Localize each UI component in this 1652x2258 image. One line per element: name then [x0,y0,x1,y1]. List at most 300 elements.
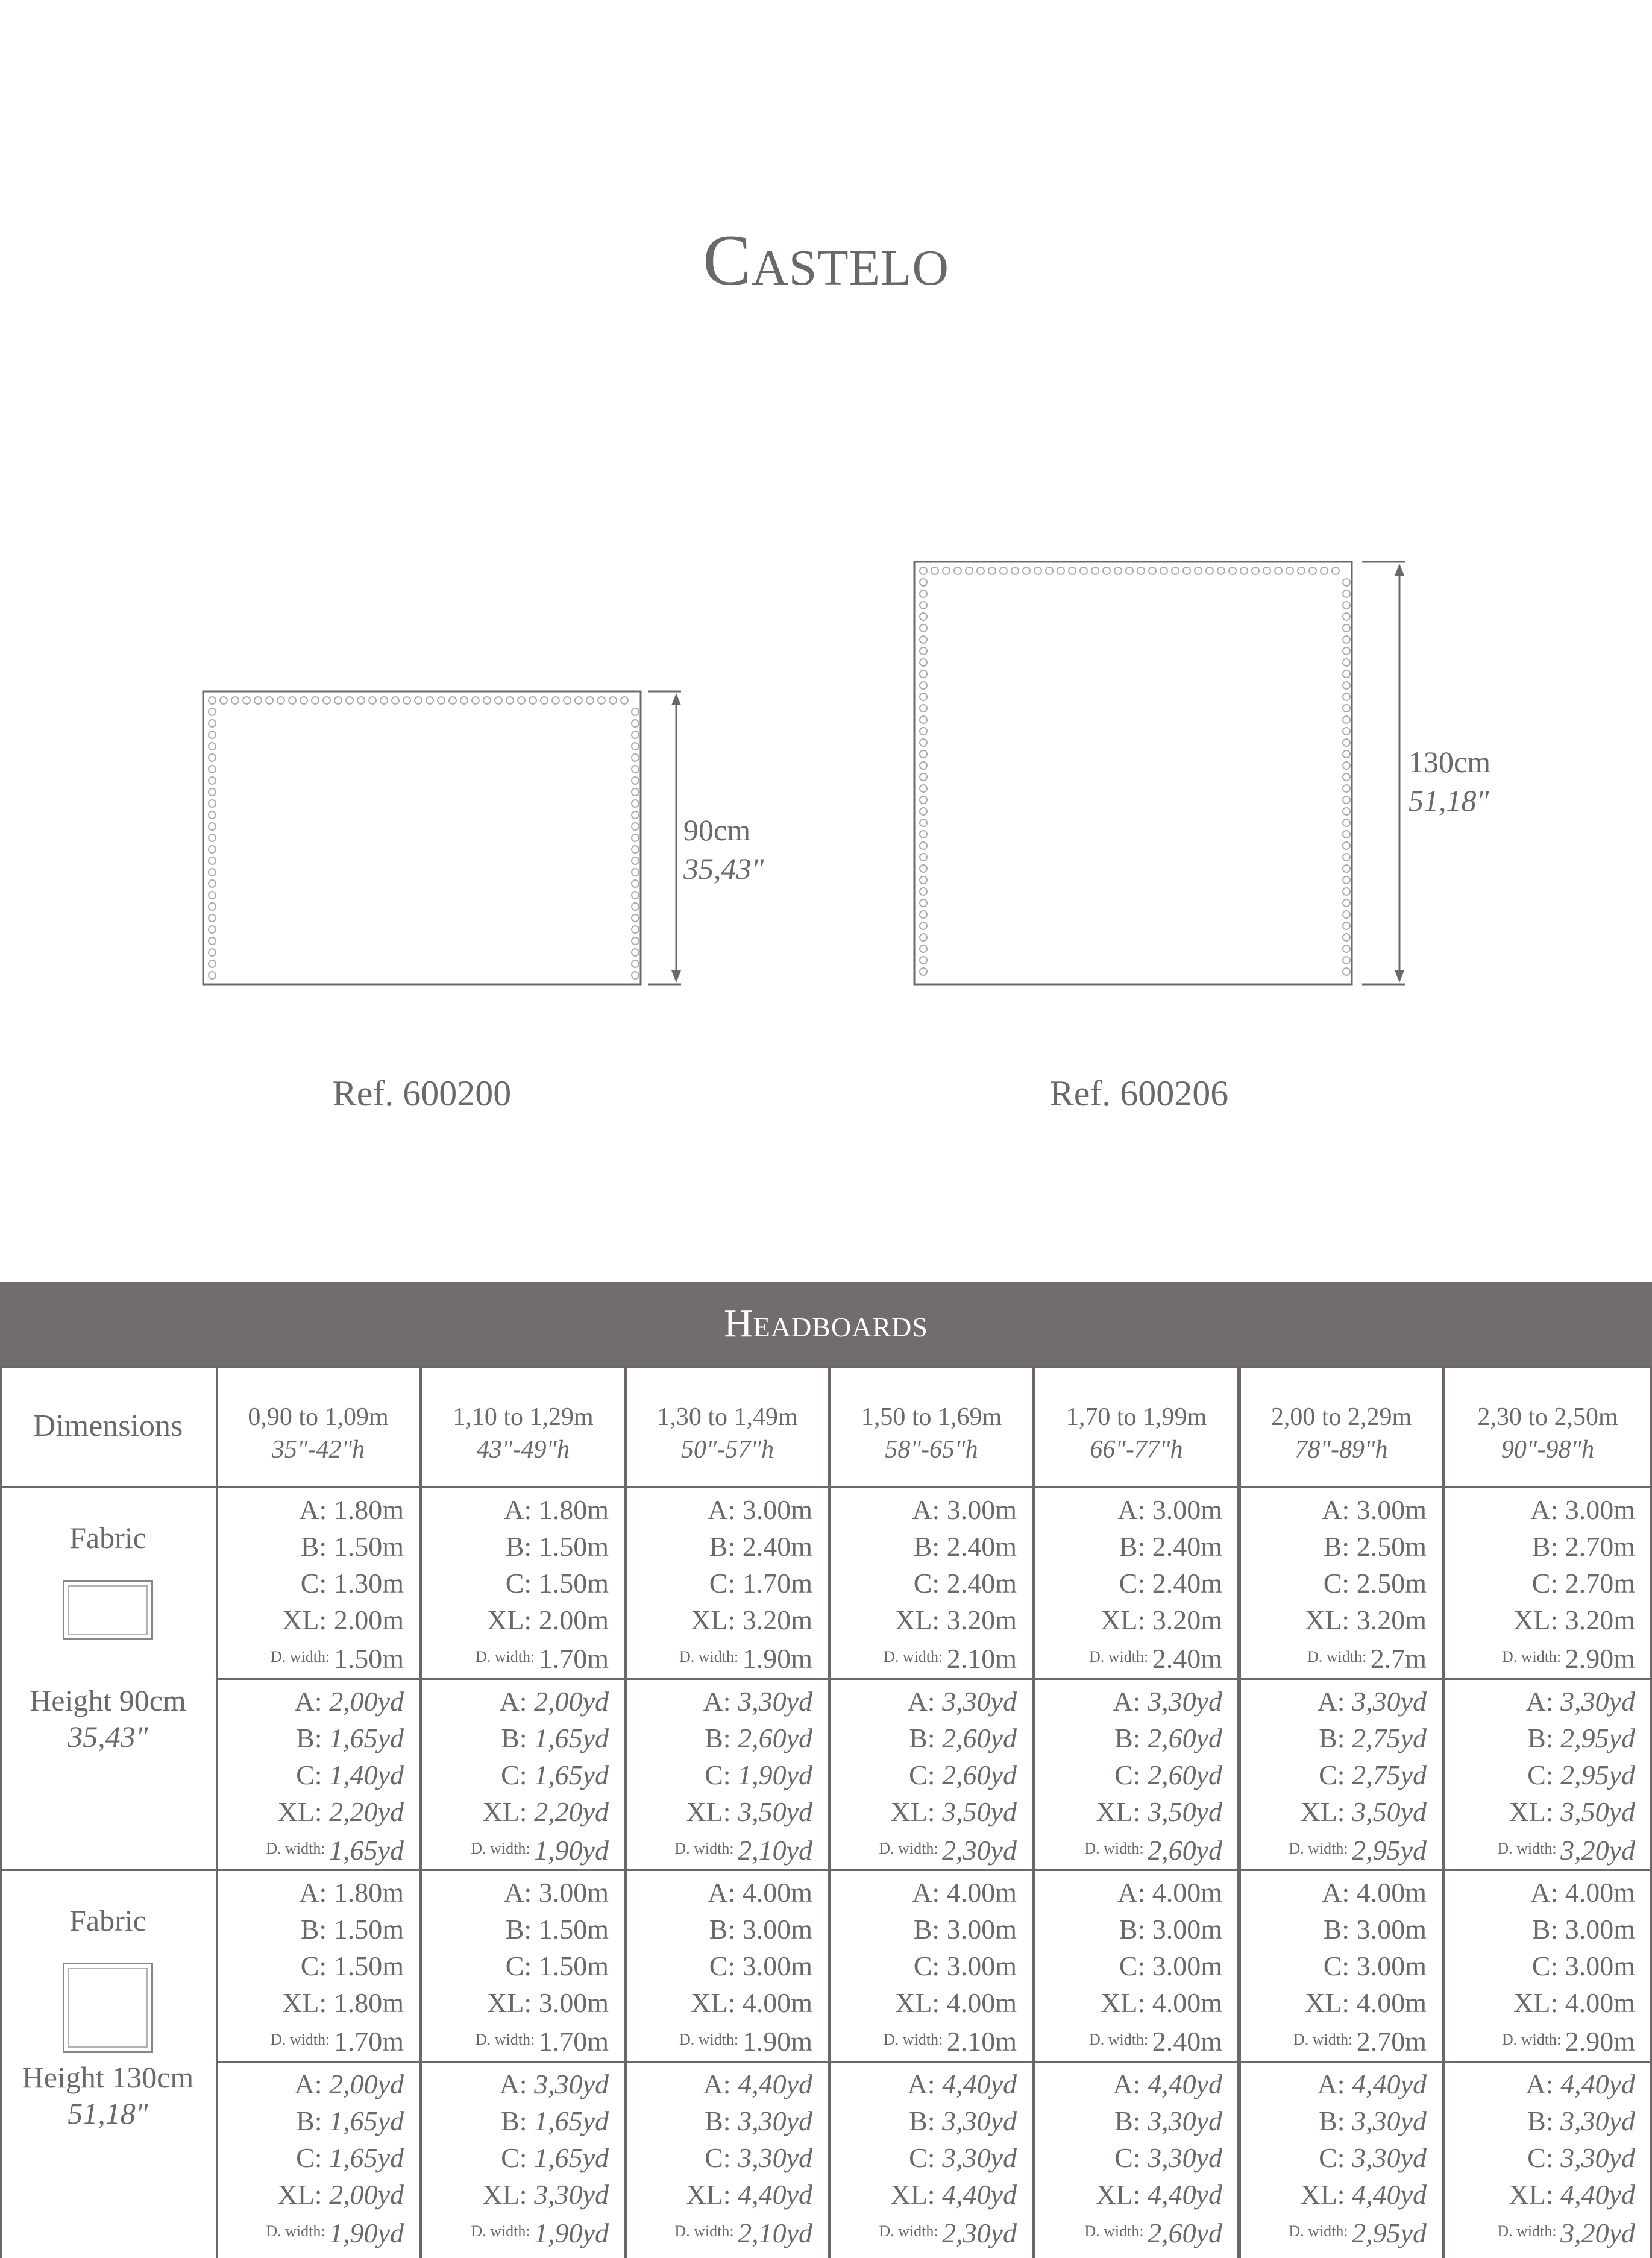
value-label: C: [1114,1760,1148,1790]
value-line-dw [216,2021,404,2060]
height-label-600200 [683,811,764,888]
range-metric: 1,10 to 1,29m [453,1403,594,1431]
value: 2.10m [946,1643,1017,1674]
value-line-a [626,1683,812,1720]
value-label: A: [708,1494,743,1525]
value: 3,30yd [942,2105,1017,2136]
metric-values [1239,1491,1427,1677]
value-label: XL: [277,1796,330,1827]
value-label: A: [912,1494,947,1525]
value-line-xl [1239,1793,1427,1830]
value-line-xl [216,2176,404,2213]
value: 1.70m [538,2026,609,2057]
value-label: XL: [895,1605,947,1635]
value: 1,65yd [534,2142,609,2173]
value-label: D. width: [1289,2222,1352,2240]
value-label: XL: [282,1987,334,2018]
value-label: D. width: [471,2222,535,2240]
value-label: C: [1531,1951,1565,1981]
value-label: D. width: [471,1840,535,1857]
value: 2.00m [538,1605,609,1635]
value-label: C: [1119,1568,1152,1599]
value-label: D. width: [1293,2031,1357,2048]
value: 2,95yd [1560,1723,1635,1753]
value: 1.50m [538,1568,609,1599]
value: 3.20m [1565,1605,1635,1635]
value-line-xl [1239,2176,1427,2213]
value-line-dw [829,2213,1017,2251]
value: 3.00m [742,1494,812,1525]
value-line-dw [1239,1638,1427,1677]
value-label: A: [1113,2069,1148,2099]
value-line-b [1443,1911,1635,1948]
value: 2,30yd [942,1835,1017,1866]
value-label: D. width: [679,1648,743,1665]
imperial-values [421,2066,609,2251]
value-label: B: [1319,1723,1352,1753]
value: 3,50yd [1352,1796,1427,1827]
value-line-dw [829,1830,1017,1869]
table-grid [0,1366,1652,2258]
value: 1.70m [538,1643,609,1674]
value-line-a [216,2066,404,2102]
value-line-xl [1443,2176,1635,2213]
value-line-a [421,2066,609,2102]
value-line-a [1443,1683,1635,1720]
value-line-c [216,1948,404,1984]
value: 3,20yd [1560,2218,1635,2248]
value-line-a [1443,1874,1635,1911]
value-label: XL: [1096,2179,1148,2210]
value-label: D. width: [1497,2222,1561,2240]
value: 4,40yd [738,2069,812,2099]
value-label: B: [300,1914,334,1945]
value-label: A: [504,1494,539,1525]
value-line-dw [1443,1638,1635,1677]
value: 1,40yd [329,1760,404,1790]
metric-values [829,1491,1017,1677]
value-line-xl [829,1984,1017,2021]
value-label: D. width: [266,2222,330,2240]
value-line-xl [421,1984,609,2021]
value: 1.70m [742,1568,812,1599]
value-line-a [1239,1683,1427,1720]
value-label: C: [913,1568,947,1599]
value-line-dw [829,2021,1017,2060]
value: 1.70m [333,2026,404,2057]
value-line-a [829,1683,1017,1720]
value: 3,50yd [1560,1796,1635,1827]
value-line-b [626,2102,812,2139]
headboard-diagram-600200 [199,687,699,989]
value: 3.00m [1356,1951,1427,1981]
value-label: D. width: [270,1648,334,1665]
value-label: B: [501,2105,535,2136]
value-label: B: [1323,1531,1357,1562]
value-line-xl [1034,1793,1222,1830]
value-line-dw [1034,1638,1222,1677]
height-in: 51,18" [1409,784,1489,817]
value: 1.80m [333,1877,404,1908]
value-line-c [1034,1756,1222,1793]
value: 2,95yd [1352,1835,1427,1866]
value: 3.00m [538,1877,609,1908]
value-label: A: [703,2069,738,2099]
value: 3,30yd [534,2179,609,2210]
value-label: A: [1525,2069,1561,2099]
value: 4,40yd [942,2179,1017,2210]
value: 1.50m [333,1643,404,1674]
range-metric: 0,90 to 1,09m [248,1403,389,1431]
value-label: B: [296,1723,330,1753]
value-line-xl [1443,1602,1635,1638]
height-cm: 130cm [1409,745,1491,779]
value-line-a [421,1491,609,1528]
range-inches: 35"-42"h [271,1436,365,1464]
value-label: XL: [1101,1987,1152,2018]
value-label: C: [1323,1951,1357,1981]
value: 2.90m [1565,1643,1635,1674]
value: 4.00m [1152,1877,1222,1908]
height-cm: 90cm [683,813,751,847]
value: 2.40m [1152,1531,1222,1562]
value: 3.00m [1565,1951,1635,1981]
value: 4,40yd [1352,2179,1427,2210]
value: 3,30yd [1148,1686,1222,1717]
value-line-xl [1034,1984,1222,2021]
value-line-b [216,1720,404,1756]
value-label: XL: [487,1605,539,1635]
value-line-b [216,2102,404,2139]
value-label: A: [1322,1877,1357,1908]
value-label: D. width: [1084,1840,1148,1857]
imperial-values [1034,1683,1222,1869]
value-line-b [626,1720,812,1756]
value: 2.40m [946,1531,1017,1562]
value-label: D. width: [1088,2031,1152,2048]
value-line-c [829,1565,1017,1602]
value-line-dw [421,2021,609,2060]
value: 4,40yd [942,2069,1017,2099]
value: 2.40m [1152,1643,1222,1674]
value-line-c [1239,1565,1427,1602]
value-line-dw [626,1638,812,1677]
value-label: XL: [1300,1796,1352,1827]
value-line-dw [626,1830,812,1869]
value: 2,10yd [738,1835,812,1866]
value-label: C: [909,2142,943,2173]
metric-values [1239,1874,1427,2060]
value-line-xl [421,1602,609,1638]
value-line-dw [421,2213,609,2251]
value: 4.00m [1356,1987,1427,2018]
value-label: XL: [691,1605,743,1635]
headboards-table [0,1282,1652,2258]
value: 2.40m [1152,2026,1222,2057]
value-label: A: [1525,1686,1561,1717]
value-line-c [626,1756,812,1793]
value-line-xl [1034,2176,1222,2213]
size-range [626,1401,829,1466]
value-line-a [1034,2066,1222,2102]
value: 2,60yd [738,1723,812,1753]
value-label: C: [505,1951,539,1981]
value-line-a [1034,1874,1222,1911]
value-line-xl [626,1602,812,1638]
height-cm: Height 90cm [30,1684,186,1717]
value: 3.00m [946,1951,1017,1981]
range-inches: 78"-89"h [1295,1436,1388,1464]
value-line-b [1239,1911,1427,1948]
value: 2,75yd [1352,1760,1427,1790]
value: 3.00m [1565,1494,1635,1525]
value-line-b [1239,1720,1427,1756]
value-label: A: [499,1686,535,1717]
value-label: B: [709,1531,743,1562]
value-line-b [626,1911,812,1948]
value: 3.00m [946,1914,1017,1945]
value-label: B: [505,1531,539,1562]
value-label: D. width: [1307,1648,1371,1665]
value-line-b [626,1528,812,1565]
value-line-xl [829,1602,1017,1638]
size-range [829,1401,1034,1466]
value-label: D. width: [1497,1840,1561,1857]
value: 1,90yd [534,2218,609,2248]
value-label: B: [913,1531,947,1562]
value: 1,65yd [329,1723,404,1753]
value-line-b [1443,1720,1635,1756]
value: 2.10m [946,2026,1017,2057]
size-range [1034,1401,1239,1466]
value-label: XL: [691,1987,743,2018]
value: 4.00m [946,1987,1017,2018]
value: 3.00m [1152,1951,1222,1981]
value-label: B: [501,1723,535,1753]
value-label: D. width: [679,2031,743,2048]
height-cm: Height 130cm [22,2060,194,2094]
value-label: A: [1113,1686,1148,1717]
value: 1.50m [538,1951,609,1981]
value: 3.00m [1356,1914,1427,1945]
value-line-b [1443,2102,1635,2139]
value: 2,00yd [534,1686,609,1717]
value-label: D. width: [1289,1840,1352,1857]
value: 3.00m [742,1951,812,1981]
value-label: B: [1114,2105,1148,2136]
headboard-90-icon [63,1580,153,1640]
value-line-a [829,1874,1017,1911]
value: 3,30yd [534,2069,609,2099]
value-line-c [1443,1756,1635,1793]
value-line-a [626,1874,812,1911]
value-label: D. width: [1501,1648,1565,1665]
value-label: C: [1323,1568,1357,1599]
value-line-a [1034,1491,1222,1528]
value: 2,10yd [738,2218,812,2248]
value: 1,65yd [534,1760,609,1790]
value-line-c [421,1948,609,1984]
range-metric: 1,70 to 1,99m [1066,1403,1207,1431]
metric-values [1443,1874,1635,2060]
value-label: C: [501,1760,535,1790]
value-label: XL: [1305,1987,1357,2018]
value: 4.00m [742,1987,812,2018]
value-label: D. width: [879,1840,943,1857]
value-line-dw [1034,2021,1222,2060]
value-line-c [626,2139,812,2176]
value-label: XL: [686,2179,738,2210]
value-line-dw [1239,1830,1427,1869]
value-label: XL: [277,2179,330,2210]
range-inches: 58"-65"h [885,1436,978,1464]
value-line-a [1034,1683,1222,1720]
value-label: B: [1527,2105,1561,2136]
value-line-dw [626,2021,812,2060]
value-label: XL: [686,1796,738,1827]
value-label: C: [501,2142,535,2173]
value-line-c [1443,1565,1635,1602]
value-label: C: [913,1951,947,1981]
value-line-dw [1034,1830,1222,1869]
value-line-c [829,1756,1017,1793]
value-line-b [216,1911,404,1948]
value-line-a [626,2066,812,2102]
value: 1.80m [333,1494,404,1525]
value-label: A: [294,2069,330,2099]
value-label: A: [1117,1877,1152,1908]
value-label: C: [300,1951,334,1981]
value-label: A: [912,1877,947,1908]
value-line-c [829,1948,1017,1984]
value: 3,30yd [738,2142,812,2173]
value-line-b [1239,1528,1427,1565]
value: 2,60yd [1148,1835,1222,1866]
value-label: B: [1319,2105,1352,2136]
value: 3.20m [1152,1605,1222,1635]
imperial-values [216,1683,404,1869]
value: 4,40yd [1148,2069,1222,2099]
value: 2,00yd [329,2069,404,2099]
value-label: XL: [1513,1987,1565,2018]
value-label: B: [1119,1914,1152,1945]
value: 4.00m [946,1877,1017,1908]
value-label: B: [1531,1531,1565,1562]
value: 4.00m [1152,1987,1222,2018]
value-label: A: [499,2069,535,2099]
imperial-values [1239,1683,1427,1869]
value: 1.50m [538,1531,609,1562]
value-label: XL: [1096,1796,1148,1827]
value-label: XL: [482,1796,535,1827]
value: 3.00m [742,1914,812,1945]
value-label: A: [299,1877,334,1908]
value-line-b [421,1911,609,1948]
value: 3.20m [1356,1605,1427,1635]
metric-values [1034,1491,1222,1677]
value-label: A: [907,2069,943,2099]
value-line-b [1034,1911,1222,1948]
value-line-a [1239,1491,1427,1528]
value: 2.70m [1565,1531,1635,1562]
value-line-c [829,2139,1017,2176]
value-line-c [1443,1948,1635,1984]
imperial-values [626,1683,812,1869]
value: 1.80m [538,1494,609,1525]
value-line-c [626,1565,812,1602]
value-line-a [1443,1491,1635,1528]
value-label: C: [296,2142,330,2173]
value-label: B: [909,1723,943,1753]
metric-values [421,1874,609,2060]
value-line-b [421,1528,609,1565]
value: 1,90yd [534,1835,609,1866]
imperial-values [1239,2066,1427,2251]
value: 1,65yd [534,2105,609,2136]
value-label: A: [1117,1494,1152,1525]
value-line-dw [1034,2213,1222,2251]
height-label [0,1682,216,1755]
value: 2,20yd [534,1796,609,1827]
value: 2,00yd [329,2179,404,2210]
value: 1,90yd [738,1760,812,1790]
value: 3,50yd [738,1796,812,1827]
value: 2,60yd [942,1723,1017,1753]
value-label: B: [1527,1723,1561,1753]
value-label: D. width: [475,2031,539,2048]
value-label: C: [909,1760,943,1790]
height-in: 35,43" [683,852,764,885]
value: 3,50yd [1148,1796,1222,1827]
value-line-dw [421,1638,609,1677]
range-inches: 50"-57"h [680,1436,774,1464]
value-label: XL: [1513,1605,1565,1635]
fabric-label: Fabric [69,1904,146,1937]
height-label-600206 [1409,743,1490,820]
range-inches: 90"-98"h [1501,1436,1595,1464]
value: 1.50m [538,1914,609,1945]
value-line-b [1034,2102,1222,2139]
value-label: C: [1119,1951,1152,1981]
headboard-130-icon [63,1963,153,2053]
value-line-a [421,1874,609,1911]
value-line-dw [1443,1830,1635,1869]
value-label: B: [300,1531,334,1562]
value-label: C: [705,1760,738,1790]
value: 2.7m [1370,1643,1427,1674]
value-label: XL: [890,2179,943,2210]
value-line-dw [1443,2213,1635,2251]
value-label: XL: [1509,1796,1561,1827]
value-line-a [626,1491,812,1528]
value: 3.00m [538,1987,609,2018]
value: 3,30yd [1560,1686,1635,1717]
value: 3,30yd [738,1686,812,1717]
value: 3,30yd [1148,2105,1222,2136]
value: 2.50m [1356,1568,1427,1599]
value-line-c [216,2139,404,2176]
value: 2,60yd [1148,1760,1222,1790]
page-title: Castelo [702,220,949,300]
metric-values [216,1491,404,1677]
value-label: XL: [282,1605,334,1635]
value-line-dw [421,1830,609,1869]
value-label: C: [300,1568,334,1599]
value-label: A: [1530,1877,1565,1908]
ref-600200: Ref. 600200 [332,1074,512,1113]
value-label: C: [1319,2142,1352,2173]
value-label: XL: [1300,2179,1352,2210]
